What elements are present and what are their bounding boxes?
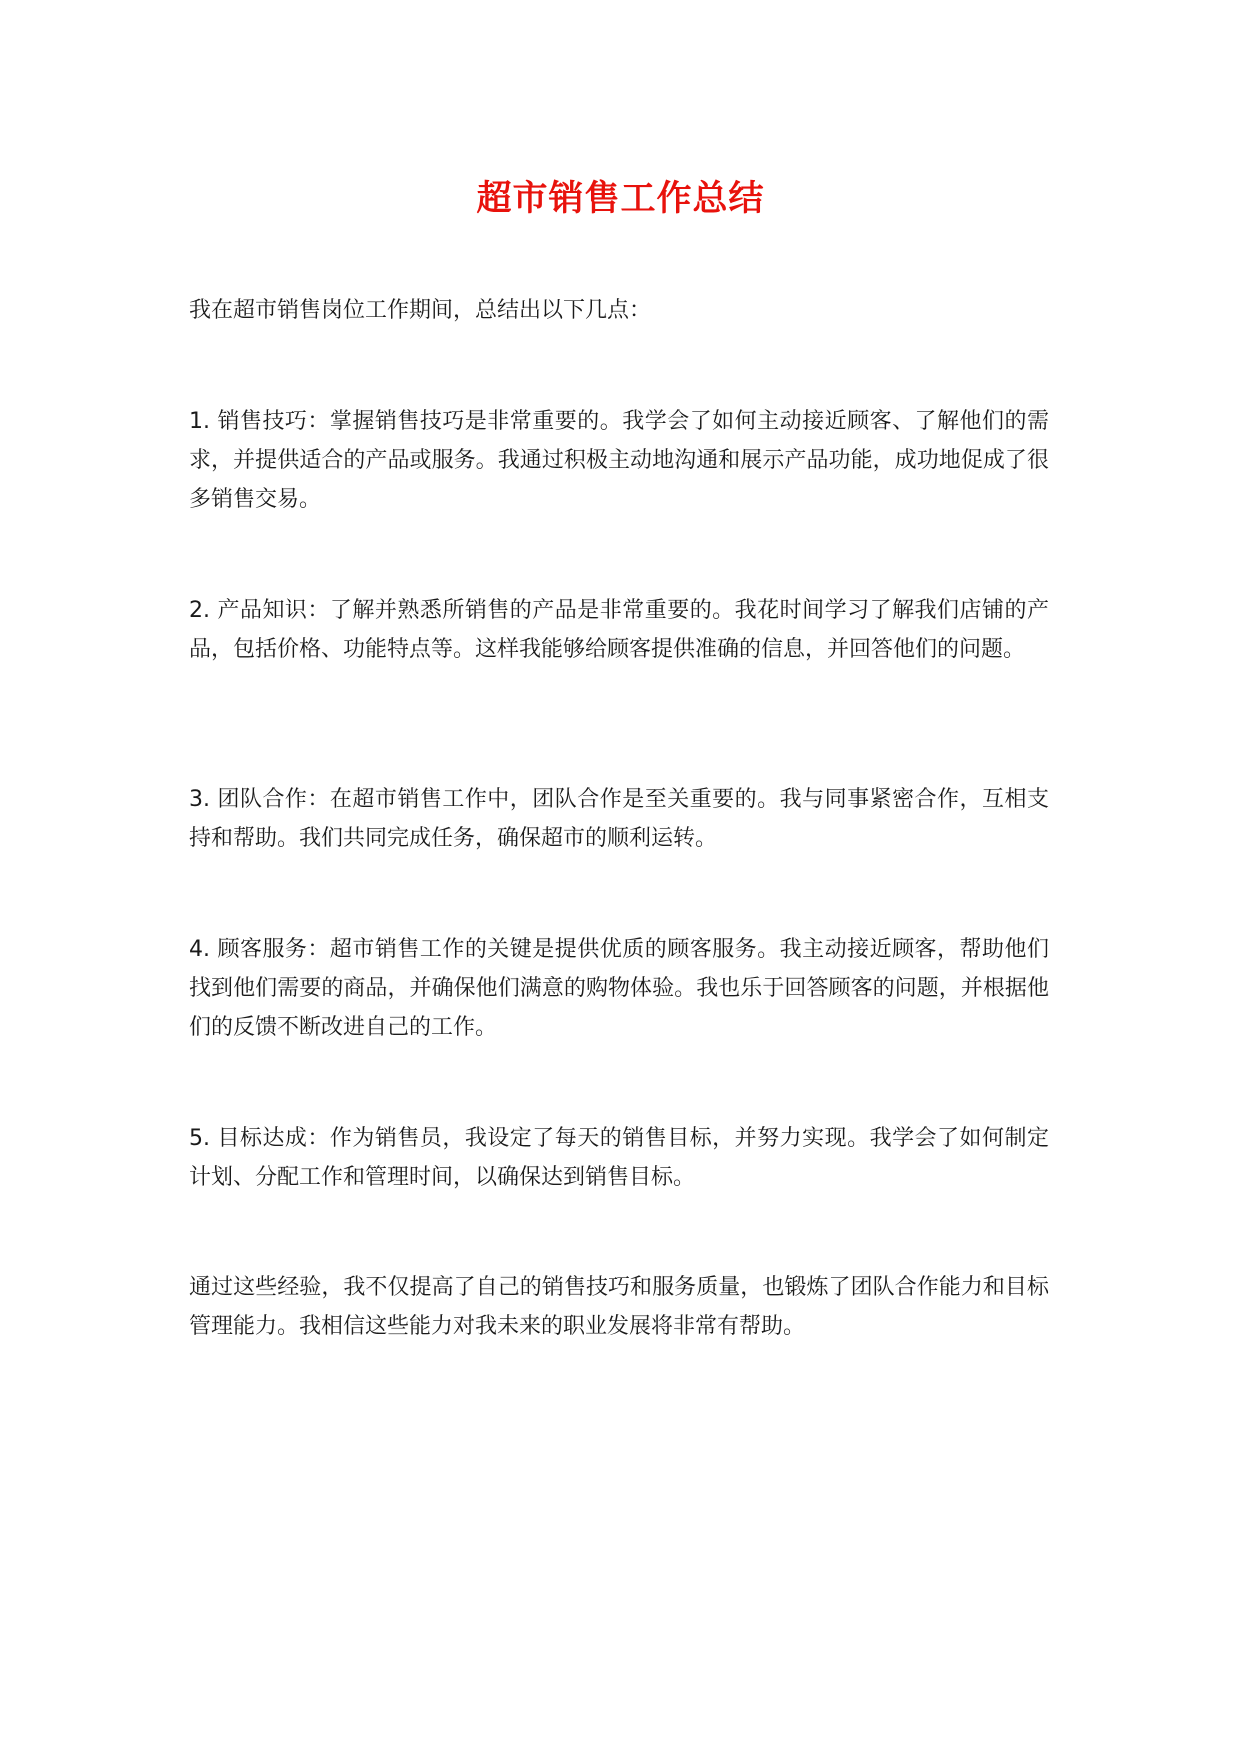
point-sales-skills: 1. 销售技巧：掌握销售技巧是非常重要的。我学会了如何主动接近顾客、了解他们的需求，并提供适合的产品或服务。我通过积极主动地沟通和展示产品功能，成功地促成了很多销售交易。 xyxy=(189,409,1049,512)
point-product-knowledge: 2. 产品知识：了解并熟悉所销售的产品是非常重要的。我花时间学习了解我们店铺的产品，包括价格、功能特点等。这样我能够给顾客提供准确的信息，并回答他们的问题。 xyxy=(189,598,1049,662)
intro-paragraph: 我在超市销售岗位工作期间，总结出以下几点： xyxy=(189,298,652,323)
point-teamwork: 3. 团队合作：在超市销售工作中，团队合作是至关重要的。我与同事紧密合作，互相支持和帮助。我们共同完成任务，确保超市的顺利运转。 xyxy=(189,787,1049,851)
conclusion-paragraph: 通过这些经验，我不仅提高了自己的销售技巧和服务质量，也锻炼了团队合作能力和目标管理能力。我相信这些能力对我未来的职业发展将非常有帮助。 xyxy=(189,1275,1049,1339)
document-title: 超市销售工作总结 xyxy=(476,179,765,219)
point-customer-service: 4. 顾客服务：超市销售工作的关键是提供优质的顾客服务。我主动接近顾客，帮助他们找到他们需要的商品，并确保他们满意的购物体验。我也乐于回答顾客的问题，并根据他们的反馈不断改进自己的工作。 xyxy=(189,937,1049,1040)
point-goal-achievement: 5. 目标达成：作为销售员，我设定了每天的销售目标，并努力实现。我学会了如何制定计划、分配工作和管理时间，以确保达到销售目标。 xyxy=(189,1126,1049,1190)
